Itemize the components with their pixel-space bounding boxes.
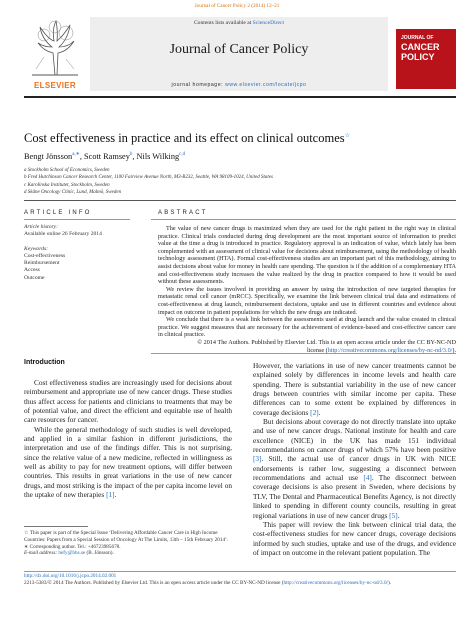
- body-paragraph: While the general methodology of such studies is well developed, and applied in a similar fashion in different jurisdictions, the interpretation and use of the findings differ. This is not surprising, since the relative value of a new medicine, reflected in willingness as well as ability to pay for new treatment options, will differ between countries. This results in great variations in the use of new cancer drugs, and most striking is the impact of the per capita income level on the uptake of new therapies [1].: [24, 424, 232, 500]
- right-column: [253, 361, 456, 557]
- homepage-prefix: journal homepage:: [171, 82, 225, 88]
- article-title-text: Cost effectiveness in practice and its effect on clinical outcomes: [24, 131, 345, 145]
- journal-cover: [396, 29, 456, 89]
- license-prefix: license (: [306, 346, 328, 354]
- abstract-end-rule: [151, 353, 456, 354]
- license-footer: [24, 580, 456, 587]
- email-label: E-mail address:: [24, 550, 59, 557]
- abstract-paragraph: The value of new cancer drugs is maximized when they are used for the right patient in the right way in clinical practice. Clinical trials conducted during drug development are the most important source of information to predict value at the time a drug is introduced in practice. Regulatory approval is an indication of value, which lately has been complemented with an assessment of clinical value for decisions about reimbursement, using the methodology of health technology assessment (HTA). Formal cost-effectiveness studies are an important part of this methodology, aiming to assist decisions about value for money in health care spending. The question is if the addition of a complementary HTA and cost-effectiveness study increases the value realized by the drug in practice compared to how it would be used without these assessments.: [158, 225, 456, 286]
- affiliation: c Karolinska Institutet, Stockholm, Sweden: [24, 182, 110, 188]
- reference-link[interactable]: [3]: [253, 454, 262, 464]
- email-footnote: [24, 550, 232, 557]
- body-paragraph: [253, 417, 456, 520]
- footnotes: [24, 530, 232, 557]
- body-text: .: [318, 407, 321, 417]
- reference-link[interactable]: [5]: [389, 510, 398, 520]
- email-link[interactable]: hefy@hhs.se: [58, 550, 86, 557]
- abstract-body: [158, 225, 456, 354]
- keywords-label: Keywords:: [24, 245, 49, 252]
- license-link[interactable]: http://creativecommons.org/licenses/by-nc-nd/3.0/: [327, 346, 453, 354]
- author-separator: ,: [79, 151, 85, 161]
- author-separator: ,: [132, 151, 137, 161]
- affiliations: [24, 167, 273, 196]
- reference-link[interactable]: [1]: [106, 490, 115, 500]
- body-text: But decisions about coverage do not directly translate into uptake and use of new cancer drugs. National institute for health and care excellence (NICE) in the UK has made 151 individual recommendations on cancer drugs of which 57% have been positive: [253, 417, 456, 455]
- author-name[interactable]: Nils Wilking: [136, 151, 180, 161]
- running-header[interactable]: Journal of Cancer Policy 2 (2014) 12–21: [194, 3, 280, 9]
- copyright-line: © 2014 The Authors. Published by Elsevier Ltd. This is an open access article under the CC BY-NC-ND: [197, 338, 456, 346]
- author-list: [24, 151, 185, 161]
- body-text: .: [397, 510, 400, 520]
- journal-title: Journal of Cancer Policy: [169, 42, 309, 57]
- license-suffix: ).: [452, 346, 456, 354]
- keyword: Outcome: [24, 274, 45, 281]
- article-info-heading: ARTICLE INFO: [24, 210, 92, 216]
- publisher-wordmark: ELSEVIER: [34, 81, 76, 90]
- homepage-line: [90, 82, 388, 88]
- body-paragraph: Cost effectiveness studies are increasingly used for decisions about reimbursement and appropriate use of new cancer drugs. These studies thus affect access for patients and clinicians to treatments that may be of potential value, and direct the efficient and equitable use of health care resources for cancer.: [24, 378, 232, 425]
- body-paragraph: [253, 361, 456, 417]
- history-date: Available online 26 February 2014: [24, 231, 102, 238]
- body-text: . Still, the actual use of cancer drugs in UK with NICE endorsements is rather low, suggesting a disconnect between recommendations and actual use: [253, 454, 456, 483]
- abstract-paragraph: We review the issues involved in providing an answer by using the introduction of new targeted therapies for metastatic renal cell cancer (mRCC). Specifically, we examine the link between clinical trial data and estimations of cost-effectiveness at drug launch, reimbursement decisions, uptake and use in different countries and evidence about impact on outcome in patient populations for which the new drugs are indicated.: [158, 285, 456, 316]
- author-affiliation-mark[interactable]: b: [129, 152, 133, 157]
- reference-link[interactable]: [2]: [310, 407, 319, 417]
- affiliation: d Skåne Oncology Clinic, Lund, Malmö, Sweden: [24, 189, 122, 195]
- article-info-rule: [24, 219, 130, 220]
- page-footer: [24, 573, 456, 587]
- body-text: However, the variations in use of new cancer treatments cannot be explained solely by differences in income levels and health care spending. There is substantial variability in the use of new cancer drugs between countries with similar income per capita. These differences can to some extent be explained by differences in coverage decisions: [253, 361, 456, 417]
- footer-text: 2213-5383/© 2014 The Authors. Published by Elsevier Ltd. This is an open access article under the CC BY-NC-ND license (: [24, 579, 284, 586]
- tree-icon: [24, 17, 86, 77]
- sciencedirect-link[interactable]: ScienceDirect: [252, 20, 285, 26]
- contents-prefix: Contents lists available at: [193, 20, 253, 26]
- abstract-paragraph: We conclude that there is a weak link between the assessments used at drug launch and the value created in clinical practice. We suggest measures that are necessary for the achievement of evidence-based and cost-effective cancer care in clinical practice.: [158, 316, 456, 339]
- cover-line-3: POLICY: [401, 52, 435, 62]
- elsevier-logo: [24, 17, 86, 90]
- footnote: ☆ This paper is part of the Special Issue ‘Delivering Affordable Cancer Care in High Income Countries: Papers from a Special Session of Oncology At The Limits, 13th – 15th February 2014’.: [24, 530, 229, 543]
- affiliation: a Stockholm School of Economics, Sweden: [24, 168, 110, 173]
- abstract-rule: [151, 219, 456, 220]
- body-text: . The disconnect between coverage decisions is also present in Sweden, where decisions by TLV, The Dental and Pharmaceutical Benefits Agency, is not directly linked to spending in different county councils, resulting in great regional variations in use of new cancer drugs: [253, 473, 456, 520]
- bottom-rule: [24, 571, 456, 572]
- email-owner: (B. Jönsson).: [85, 550, 114, 557]
- author-name[interactable]: Bengt Jönsson: [24, 151, 73, 161]
- abstract-heading: ABSTRACT: [158, 210, 208, 216]
- homepage-link[interactable]: www.elsevier.com/locate/jcpo: [224, 82, 307, 88]
- article-info: [24, 224, 102, 282]
- footer-license-link[interactable]: http://creativecommons.org/licenses/by-nc-nd/3.0/: [283, 579, 388, 586]
- contents-line: [90, 20, 388, 26]
- article-title: [24, 131, 350, 146]
- footnote: ∗ Corresponding author. Tel.: +46723985678.: [24, 543, 121, 550]
- history-label: Article history:: [24, 224, 59, 230]
- footer-suffix: ).: [387, 579, 392, 586]
- cover-line-2: CANCER: [401, 42, 440, 52]
- affiliation-divider: [24, 200, 456, 201]
- footnote-rule: [24, 526, 88, 527]
- left-column: [24, 378, 232, 499]
- section-heading: Introduction: [24, 359, 65, 366]
- reference-link[interactable]: [4]: [363, 473, 372, 483]
- body-text: While the general methodology of such studies is well developed, and applied in a similar fashion in different jurisdictions, the interpretation and use of the findings differ. This is not surprising, since the relative value of a new medicine, reflected in willingness as well as ability to pay for new treatment options, will differ between countries. This results in great variations in the use of new cancer drugs, and most striking is the impact of the per capita income level on the uptake of new therapies: [24, 424, 232, 500]
- body-paragraph: This paper will review the link between clinical trial data, the cost-effectiveness studies for new cancer drugs, coverage decisions informed by such studies, uptake and use of the drugs, and evidence of impact on outcome in the relevant patient population. The: [253, 519, 456, 557]
- keyword: Reimbursement: [24, 260, 60, 267]
- title-footnote-mark[interactable]: ☆: [344, 132, 350, 139]
- keyword: Cost-effectiveness: [24, 252, 66, 259]
- doi-link[interactable]: http://dx.doi.org/10.1016/j.jcpo.2014.02.001: [24, 573, 117, 579]
- journal-banner: [90, 17, 388, 91]
- author-name[interactable]: Scott Ramsey: [84, 151, 130, 161]
- header-divider: [24, 96, 456, 98]
- author-affiliation-mark[interactable]: a,∗: [72, 152, 80, 157]
- journal-header: [24, 17, 456, 91]
- affiliation: b Fred Hutchinson Cancer Research Center, 1100 Fairview Avenue North, M3-B232, Seattle, WA 98109-1024, United States: [24, 175, 273, 181]
- cover-line-1: JOURNAL OF: [401, 35, 434, 41]
- keyword: Access: [24, 267, 40, 274]
- author-affiliation-mark[interactable]: c,d: [179, 152, 186, 157]
